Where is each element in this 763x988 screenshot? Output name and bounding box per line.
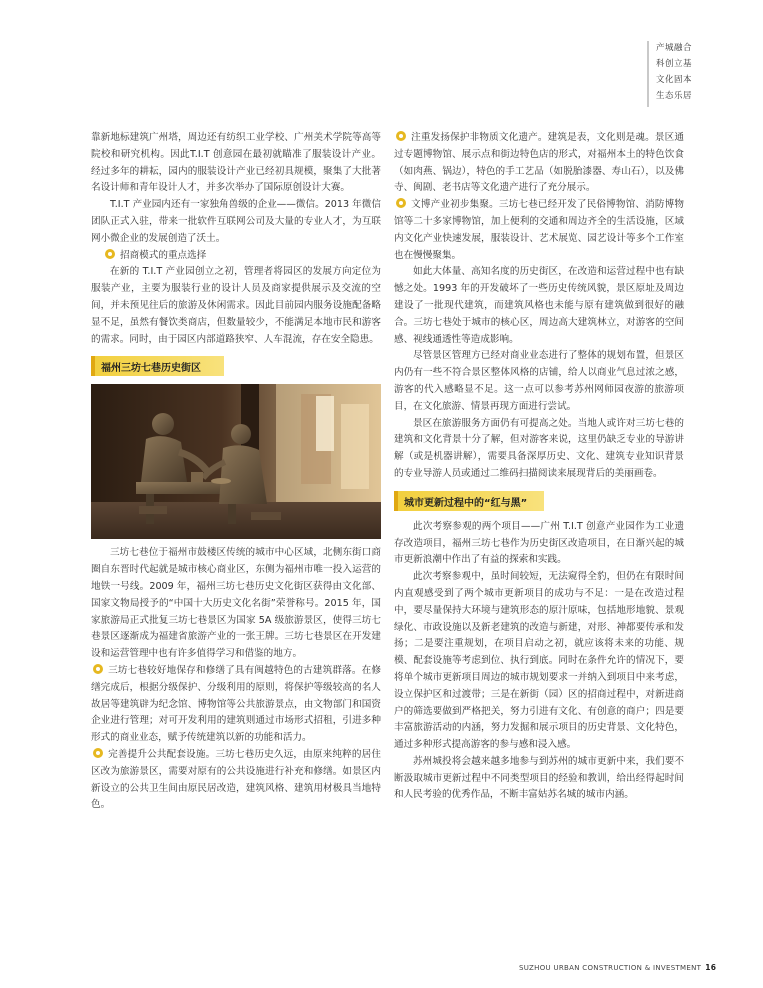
paragraph: 苏州城投将会越来越多地参与到苏州的城市更新中来，我们要不断汲取城市更新过程中不同类型项目的经验和教训，给出经得起时间和人民考验的优秀作品，不断丰富姑苏名城的城市内涵。 [394,755,684,801]
bullet-circle-icon [396,131,406,141]
page-footer [519,963,716,972]
bullet-paragraph: 完善提升公共配套设施。三坊七巷历史久远，由原来纯粹的居住区改为旅游景区，需要对原有的公共设施进行补充和修缮。如景区内新设立的公共卫生间由原民居改造，建筑风格、建筑用材极具当地特色。 [91,748,381,811]
paragraph: 此次考察参观的两个项目——广州 T.I.T 创意产业园作为工业遗存改造项目，福州三坊七巷作为历史街区改造项目，在日渐兴起的城市更新浪潮中作出了有益的探索和实践。 [394,520,684,566]
side-tab-divider [647,41,649,107]
paragraph: 如此大体量、高知名度的历史街区，在改造和运营过程中也有缺憾之处。1993 年的开发破坏了一些历史传统风貌，景区原址及周边建设了一批现代建筑，而建筑风格也未能与原有建筑做到很好的融合。三坊七巷处于城市的核心区，周边高大建筑林立，对游客的空间感、视线通透性等造成影响。 [394,266,684,345]
left-column [91,130,381,814]
section-heading-stripe [91,356,95,376]
bullet-circle-icon [93,664,103,674]
bullet-paragraph: 文博产业初步集聚。三坊七巷已经开发了民俗博物馆、消防博物馆等二十多家博物馆，加上便利的交通和周边齐全的生活设施，区域内文化产业快速发展，服装设计、艺术展览、园艺设计等多个工作室也在慢慢聚集。 [394,199,684,261]
section-heading: 城市更新过程中的“红与黑” [394,491,544,511]
paragraph: 景区在旅游服务方面仍有可提高之处。当地人或许对三坊七巷的建筑和文化背景十分了解，但对游客来说，这里仍缺乏专业的导游讲解（或是机器讲解），需要具备深厚历史、文化、建筑专业知识背景的专业导游人员或通过二维码扫描阅读来展现背后的美丽画卷。 [394,417,684,479]
page-number: 16 [705,963,717,972]
side-tab-item: 科创立基 [656,59,693,69]
side-tab-item: 生态乐居 [656,91,693,101]
paragraph: T.I.T 产业园内还有一家独角兽级的企业——微信。2013 年微信团队正式入驻，带来一批软件互联网公司及大量的专业人才，为互联网小微企业的发展创造了沃土。 [91,199,381,244]
section-heading-stripe [394,491,398,511]
paragraph: 靠新地标建筑广州塔，周边还有纺织工业学校、广州美术学院等高等院校和研究机构。因此T.I.T 创意园在最初就瞄准了服装设计产业。经过多年的耕耘，园内的服装设计产业已经初具规模，聚集了大批著名设计师和青年设计人才，并多次举办了国际原创设计大赛。 [91,132,381,194]
bullet-circle-icon [105,249,115,259]
paragraph: 在新的 T.I.T 产业园创立之初，管理者将园区的发展方向定位为服装产业，主要为服装行业的设计人员及商家提供展示及交流的空间，并未预见往后的旅游及休闲需求。因此目前园内服务设施配备略显不足，虽然有餐饮类商店，但数量较少，不能满足本地市民和游客的需求。同时，由于园区内部道路狭窄、人车混流，存在安全隐患。 [91,266,381,345]
paragraph: 尽管景区管理方已经对商业业态进行了整体的规划布置，但景区内仍有一些不符合景区整体风格的店铺，给人以商业气息过浓之感，游客的代入感略显不足。这一点可以参考苏州网师园夜游的旅游项目，在文化旅游、情景再现方面进行尝试。 [394,350,684,412]
bullet-circle-icon [93,748,103,758]
footer-publication: SUZHOU URBAN CONSTRUCTION & INVESTMENT [519,964,702,972]
bullet-heading: 招商模式的重点选择 [91,248,381,265]
street-sculpture-photo [91,384,381,539]
paragraph: 此次考察参观中，虽时间较短，无法窥得全豹，但仍在有限时间内直观感受到了两个城市更新项目的成功与不足：一是在改造过程中，要尽量保持大环境与建筑形态的原汁原味，包括地形地貌、景观绿化、市政设施以及新老建筑的改造与新建，对形、神都要传承和发扬；二是要注重规划，在项目启动之初，就应该将未来的功能、规模、配套设施等考虑到位、执行到底。同时在条件允许的情况下，要将单个城市更新项目周边的城市规划要求一并纳入到项目中来考虑，设立保护区和过渡带；三是在新街（园）区的招商过程中，对新进商户的筛选要做到严格把关，努力引进有文化、有创意的商户；四是要丰富旅游活动的内涵，努力发掘和展示项目的历史背景、文化特色，通过多种形式提高游客的参与感和浸入感。 [394,571,684,751]
bullet-circle-icon [396,198,406,208]
side-tab-item: 产城融合 [656,43,693,53]
section-side-tab [647,37,763,109]
paragraph: 三坊七巷位于福州市鼓楼区传统的城市中心区域，北侧东街口商圈自东晋时代起就是城市核心商业区，东侧为福州市唯一投入运营的地铁一号线。2009 年，福州三坊七巷历史文化街区获得由文化部、国家文物局授予的“中国十大历史文化名街”荣誉称号。2015 年，国家旅游局正式批复三坊七巷景区为国家 5A 级旅游景区，使得三坊七巷景区逐渐成为福建省旅游产业的一张王牌。三坊七巷景区在开发建设和运营管理中也有许多值得学习和借鉴的地方。 [91,547,381,660]
bullet-paragraph: 三坊七巷较好地保存和修缮了具有闽越特色的古建筑群落。在修缮完成后，根据分级保护、分级利用的原则，将保护等级较高的名人故居等建筑辟为纪念馆、博物馆等公共旅游景点，由文物部门和国资企业进行管理；对可开发利用的建筑则通过市场形式招租，引进多种形式的商业业态，赋予传统建筑以新的功能和活力。 [91,664,381,744]
side-tab-item: 文化固本 [656,75,693,85]
bullet-paragraph: 注重发扬保护非物质文化遗产。建筑是表，文化则是魂。景区通过专题博物馆、展示点和街边特色店的形式，对福州本土的特色饮食（如肉燕、锅边），特色的手工艺品（如脱胎漆器、寿山石），以及佛寺、闽剧、老书店等文化遗产进行了充分展示。 [394,132,684,194]
right-column [394,130,684,804]
section-heading: 福州三坊七巷历史街区 [91,356,224,376]
